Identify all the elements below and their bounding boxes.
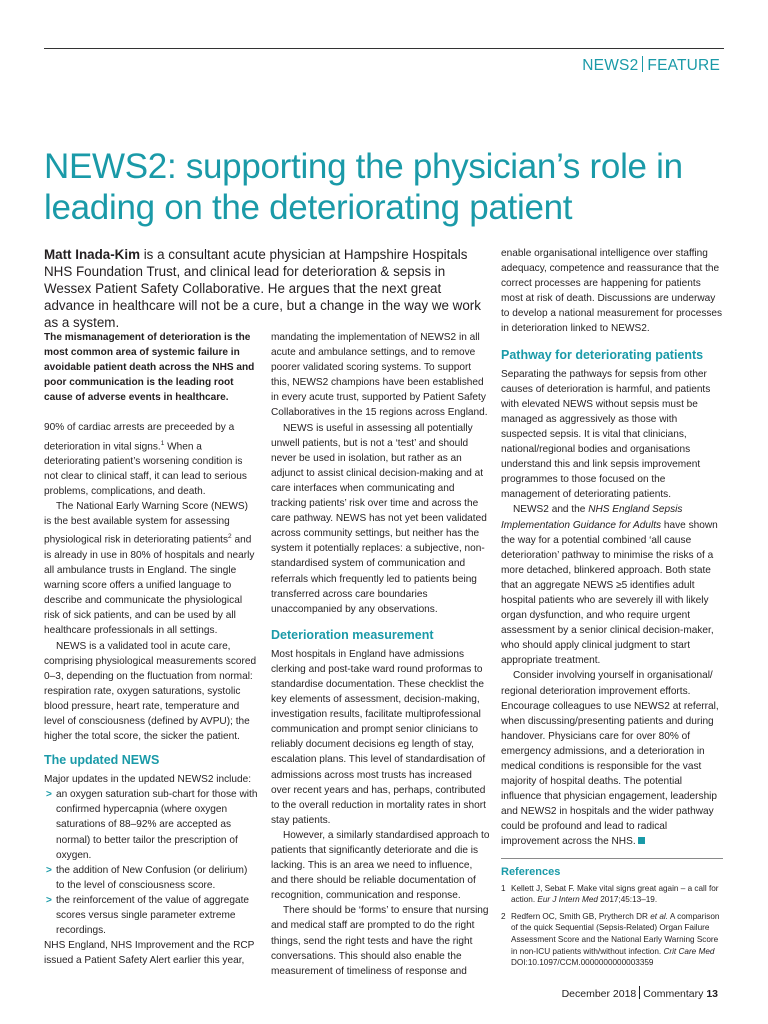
text-run: have shown the way for a potential combined ‘all cause deterioration’ pathway to minimise the risks of a more detached, blinkered approach. Both state that an aggregate NEWS ≥5 identifies adult hospital patients who are severely ill with likely organ dysfunction, and who require urgent assessment by a senior clinical decision-maker, who should apply clinical judgment to start appropriate treatment. [501,519,718,667]
text-run: 90% of cardiac arrests are preceeded by a deterioration in vital signs. [44,422,235,452]
reference-item [501,883,723,906]
chevron-right-icon: > [46,864,52,876]
column-2 [271,330,491,979]
body-paragraph [44,499,258,638]
page-number: 13 [706,988,718,1000]
text-run: Redfern OC, Smith GB, Prytherch DR [511,911,651,921]
chevron-right-icon: > [46,894,52,906]
heading-pathway: Pathway for deteriorating patients [501,347,704,362]
body-paragraph: NHS England, NHS Improvement and the RCP issued a Patient Safety Alert earlier this year, [44,940,255,967]
title-lead: NEWS2: [44,147,177,186]
body-paragraph: NEWS is a validated tool in acute care, comprising physiological measurements scored 0–3, depending on the fluctuation from normal: respiration rate, oxygen saturations, systolic blood pressure, heart rate, temperature and level of consciousness (defined by AVPU); the higher the total score, the sicker the patient. [44,640,257,743]
body-paragraph [501,668,723,849]
standfirst-text: is a consultant acute physician at Hampshire Hospitals NHS Foundation Trust, and clinical lead for deterioration & sepsis in Wessex Patient Safety Collaborative. He argues that the next great advance in healthcare will not be a cure, but a change in the way we work as a system. [44,247,481,330]
et-al: et al. [650,911,668,921]
top-rule [44,48,724,49]
updates-list [44,787,258,938]
standfirst [44,246,492,331]
body-paragraph: enable organisational intelligence over staffing adequacy, competence and reassurance that the correct processes are happening for patients most at risk of death. Discussions are underway to develop a national measurement for processes in deterioration linked to NEWS2. [501,248,723,335]
body-paragraph: mandating the implementation of NEWS2 in all acute and ambulance settings, and to remove poorer validated scoring systems. To support this, NEWS2 champions have been established in every acute trust, supported by Patient Safety Collaboratives in the 15 regions across England. [271,332,488,419]
journal-name: Crit Care Med [663,946,715,956]
author-name: Matt Inada-Kim [44,247,140,262]
body-paragraph: There should be ‘forms’ to ensure that nursing and medical staff are prompted to do the right things, send the right tests and have the right conversations. This should also enable the measurement of timeliness of response and [271,905,489,977]
guidance-title: NHS England Sepsis Implementation Guidance for Adults [501,504,683,531]
text-run: and is already in use in 80% of hospitals and nearly all ambulance trusts in England. The single warning score offers a unified language to describe and communicate the physiological risk of sick patients, and can be used by all healthcare professionals in all settings. [44,534,255,637]
text-run: Kellett J, Sebat F. Make vital signs great again – a call for action. [511,883,719,905]
references-rule [501,858,723,859]
journal-name: Eur J Intern Med [537,895,598,905]
reference-number: 2 [501,911,506,921]
text-run: NEWS2 and the [513,504,589,516]
body-paragraph: NEWS is useful in assessing all potentially unwell patients, but is not a ‘test’ and should never be used in isolation, but rather as an adjunct to assist clinical decision-making and at care interfaces when communicating and tracking patients’ risk over time and across the care pathway. NEWS has not yet been validated across community settings, but neither has the system it potentially replaces: a subjective, non-standardised system of communication and referrals which frequently led to patients being transferred across care boundaries unaccompanied by any observations. [271,422,487,615]
header-divider [642,56,643,72]
end-mark-icon [638,837,645,844]
body-paragraph [501,502,723,668]
list-item [44,893,258,938]
footer-divider [639,986,640,999]
body-paragraph [44,420,258,499]
citation-1: 1 [160,439,165,447]
citation-2: 2 [228,533,232,541]
body-paragraph: Separating the pathways for sepsis from other causes of deterioration is harmful, and patients with elevated NEWS without sepsis must be managed as aggressively as those with suspected sepsis. It is vital that clinicians, national/regional bodies and organisations understand this and link sepsis improvement programmes to those focused on the management of deteriorating patients. [501,368,711,501]
reference-item [501,911,723,969]
text-run: When a deteriorating patient’s worsening condition is not clear to clinical staff, it can lead to serious problems, complications, and death. [44,440,247,498]
text-run: A comparison of the quick Sequential (Sepsis-Related) Organ Failure Assessment Score and the National Early Warning Score in non-ICU patients with/without infection. [511,911,720,956]
column-1 [44,330,258,968]
page-footer [562,986,718,1000]
text-run: The National Early Warning Score (NEWS) is the best available system for assessing physiological risk in deteriorating patients [44,501,249,546]
heading-deterioration-measurement: Deterioration measurement [271,627,434,642]
section-header [582,56,720,75]
list-item [44,863,258,893]
issue-date: December 2018 [561,988,637,1000]
body-paragraph: Major updates in the updated NEWS2 include: [44,774,252,786]
title-rest: supporting the physician’s role in leading on the deteriorating patient [44,147,683,227]
heading-updated-news: The updated NEWS [44,753,160,768]
list-item-text: an oxygen saturation sub-chart for those with confirmed hypercapnia (where oxygen saturations of 88–92% are accepted as normal) to better tailor the prescription of oxygen. [56,789,258,861]
chevron-right-icon: > [46,789,52,801]
list-item [44,787,258,862]
text-run: 2017;45:13–19. [597,895,658,905]
lede-paragraph: The mismanagement of deterioration is the most common area of systemic failure in avoidable patient death across the NHS and poor communication is the leading root cause of adverse events in healthcare. [44,332,255,404]
body-paragraph: Most hospitals in England have admissions clerking and post-take ward round proformas to standardise documentation. These checklist the key elements of assessment, decision-making, investigation results, facilitate multiprofessional communication and prompt senior clinicians to reliably document decisions eg length of stay, escalation plans. This level of standardisation of admissions across most trusts has increased over recent years and has, perhaps, contributed to the overall reduction in mortality rates in short stay patients. [271,648,486,826]
publication-name: Commentary [643,988,704,1000]
section-tag: FEATURE [647,57,720,74]
reference-number: 1 [501,883,506,893]
column-3 [501,246,723,974]
section-name: NEWS2 [582,57,639,74]
text-run: Consider involving yourself in organisational/ regional deterioration improvement efforts. Encourage colleagues to use NEWS2 at referral, when discussing/presenting patients and during handover. Physicians care for over 80% of emergency admissions, and a deterioration in medical conditions is responsible for the vast majority of hospital deaths. The potential influence that physician engagement, leadership and NEWS2 in hospitals and the wider pathway could be profound and lead to radical improvement across the NHS. [501,670,719,848]
list-item-text: the addition of New Confusion (or delirium) to the level of consciousness score. [56,864,248,891]
body-paragraph: However, a similarly standardised approach to patients that significantly deteriorate and die is lacking. This is an area we need to influence, and there should be reliable documentation of recognition, communication and response. [271,829,490,902]
references-heading: References [501,865,561,878]
list-item-text: the reinforcement of the value of aggregate scores versus single parameter extreme recordings. [56,894,250,937]
text-run: DOI:10.1097/CCM.0000000000003359 [511,958,654,968]
article-title [44,146,724,228]
